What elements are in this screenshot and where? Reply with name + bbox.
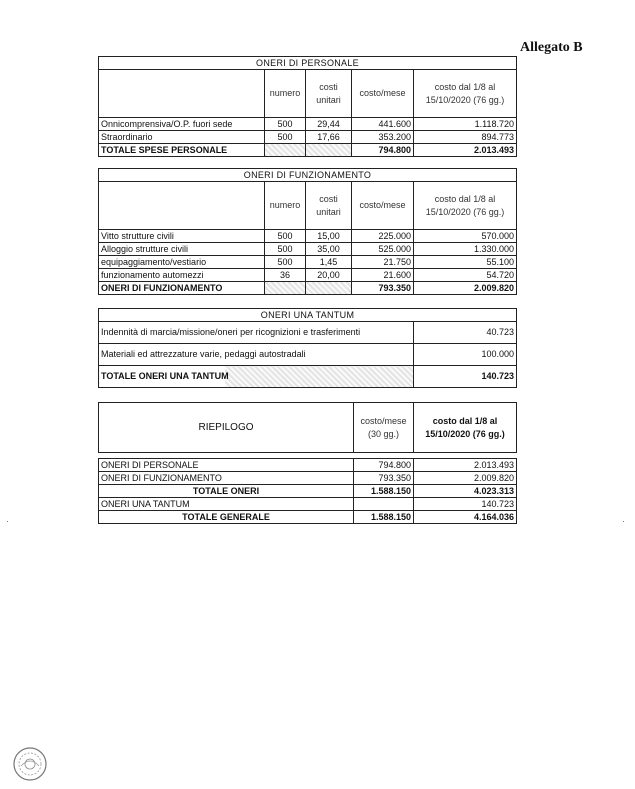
personale-table <box>98 56 517 157</box>
row-unit: 15,00 <box>306 230 352 243</box>
col-costo-periodo: costo dal 1/8 al 15/10/2020 (76 gg.) <box>414 403 517 453</box>
scan-mark: · <box>6 516 9 526</box>
col-costo-mese: costo/mese <box>352 182 414 230</box>
row-value: 40.723 <box>414 322 517 344</box>
col-costo-mese: costo/mese (30 gg.) <box>354 403 414 453</box>
row-label: equipaggiamento/vestiario <box>99 256 265 269</box>
table-row <box>99 243 517 256</box>
col-numero: numero <box>265 182 306 230</box>
total-mese: 1.588.150 <box>354 511 414 524</box>
row-periodo: 570.000 <box>414 230 517 243</box>
total-oneri-row <box>99 485 517 498</box>
row-periodo: 1.118.720 <box>414 118 517 131</box>
row-mese: 21.600 <box>352 269 414 282</box>
total-row <box>99 366 517 388</box>
row-mese: 21.750 <box>352 256 414 269</box>
table-row <box>99 498 517 511</box>
col-costi-unitari: costi unitari <box>306 182 352 230</box>
row-unit: 20,00 <box>306 269 352 282</box>
scan-mark: · <box>622 516 625 526</box>
total-mese: 793.350 <box>352 282 414 295</box>
table-row <box>99 230 517 243</box>
total-label: TOTALE GENERALE <box>99 511 354 524</box>
row-label: Alloggio strutture civili <box>99 243 265 256</box>
row-label: ONERI UNA TANTUM <box>99 498 354 511</box>
row-unit: 17,66 <box>306 131 352 144</box>
total-periodo: 4.023.313 <box>414 485 517 498</box>
total-label: TOTALE ONERI <box>99 485 354 498</box>
allegato-label: Allegato B <box>520 40 583 55</box>
row-mese: 793.350 <box>354 472 414 485</box>
total-label: TOTALE SPESE PERSONALE <box>99 144 265 157</box>
row-numero: 36 <box>265 269 306 282</box>
col-costo-mese: costo/mese <box>352 70 414 118</box>
row-mese: 794.800 <box>354 459 414 472</box>
total-row <box>99 282 517 295</box>
una-tantum-table <box>98 308 517 388</box>
total-mese: 1.588.150 <box>354 485 414 498</box>
total-label: ONERI DI FUNZIONAMENTO <box>99 282 265 295</box>
row-periodo: 54.720 <box>414 269 517 282</box>
una-tantum-title: ONERI UNA TANTUM <box>99 309 517 322</box>
row-value: 100.000 <box>414 344 517 366</box>
total-periodo: 2.013.493 <box>414 144 517 157</box>
table-row <box>99 472 517 485</box>
row-numero: 500 <box>265 230 306 243</box>
row-unit: 35,00 <box>306 243 352 256</box>
total-generale-row <box>99 511 517 524</box>
row-numero: 500 <box>265 243 306 256</box>
table-row <box>99 322 517 344</box>
table-row <box>99 118 517 131</box>
funzionamento-table <box>98 168 517 295</box>
table-row <box>99 131 517 144</box>
table-row <box>99 344 517 366</box>
row-label: Vitto strutture civili <box>99 230 265 243</box>
riepilogo-title: RIEPILOGO <box>99 403 354 453</box>
row-numero: 500 <box>265 256 306 269</box>
row-numero: 500 <box>265 118 306 131</box>
row-unit: 1,45 <box>306 256 352 269</box>
row-label: Materiali ed attrezzature varie, pedaggi autostradali <box>99 344 414 366</box>
col-costo-periodo: costo dal 1/8 al 15/10/2020 (76 gg.) <box>414 182 517 230</box>
row-mese: 353.200 <box>352 131 414 144</box>
col-costi-unitari: costi unitari <box>306 70 352 118</box>
row-label: funzionamento automezzi <box>99 269 265 282</box>
row-label: Onnicomprensiva/O.P. fuori sede <box>99 118 265 131</box>
funzionamento-title: ONERI DI FUNZIONAMENTO <box>99 169 517 182</box>
row-unit: 29,44 <box>306 118 352 131</box>
col-costo-periodo: costo dal 1/8 al 15/10/2020 (76 gg.) <box>414 70 517 118</box>
row-mese: 441.600 <box>352 118 414 131</box>
table-row <box>99 269 517 282</box>
row-label: ONERI DI PERSONALE <box>99 459 354 472</box>
row-periodo: 2.013.493 <box>414 459 517 472</box>
total-value: 140.723 <box>414 366 517 388</box>
row-numero: 500 <box>265 131 306 144</box>
row-mese <box>354 498 414 511</box>
row-label: Indennità di marcia/missione/oneri per ricognizioni e trasferimenti <box>99 322 414 344</box>
row-periodo: 1.330.000 <box>414 243 517 256</box>
row-periodo: 894.773 <box>414 131 517 144</box>
table-row <box>99 256 517 269</box>
total-mese: 794.800 <box>352 144 414 157</box>
row-label: ONERI DI FUNZIONAMENTO <box>99 472 354 485</box>
total-row <box>99 144 517 157</box>
personale-title: ONERI DI PERSONALE <box>99 57 517 70</box>
row-mese: 525.000 <box>352 243 414 256</box>
stamp-seal-icon <box>12 746 48 782</box>
total-label: TOTALE ONERI UNA TANTUM <box>99 366 414 388</box>
row-mese: 225.000 <box>352 230 414 243</box>
riepilogo-table <box>98 402 517 524</box>
row-periodo: 2.009.820 <box>414 472 517 485</box>
total-periodo: 4.164.036 <box>414 511 517 524</box>
row-periodo: 140.723 <box>414 498 517 511</box>
col-numero: numero <box>265 70 306 118</box>
row-label: Straordinario <box>99 131 265 144</box>
total-periodo: 2.009.820 <box>414 282 517 295</box>
row-periodo: 55.100 <box>414 256 517 269</box>
table-row <box>99 459 517 472</box>
